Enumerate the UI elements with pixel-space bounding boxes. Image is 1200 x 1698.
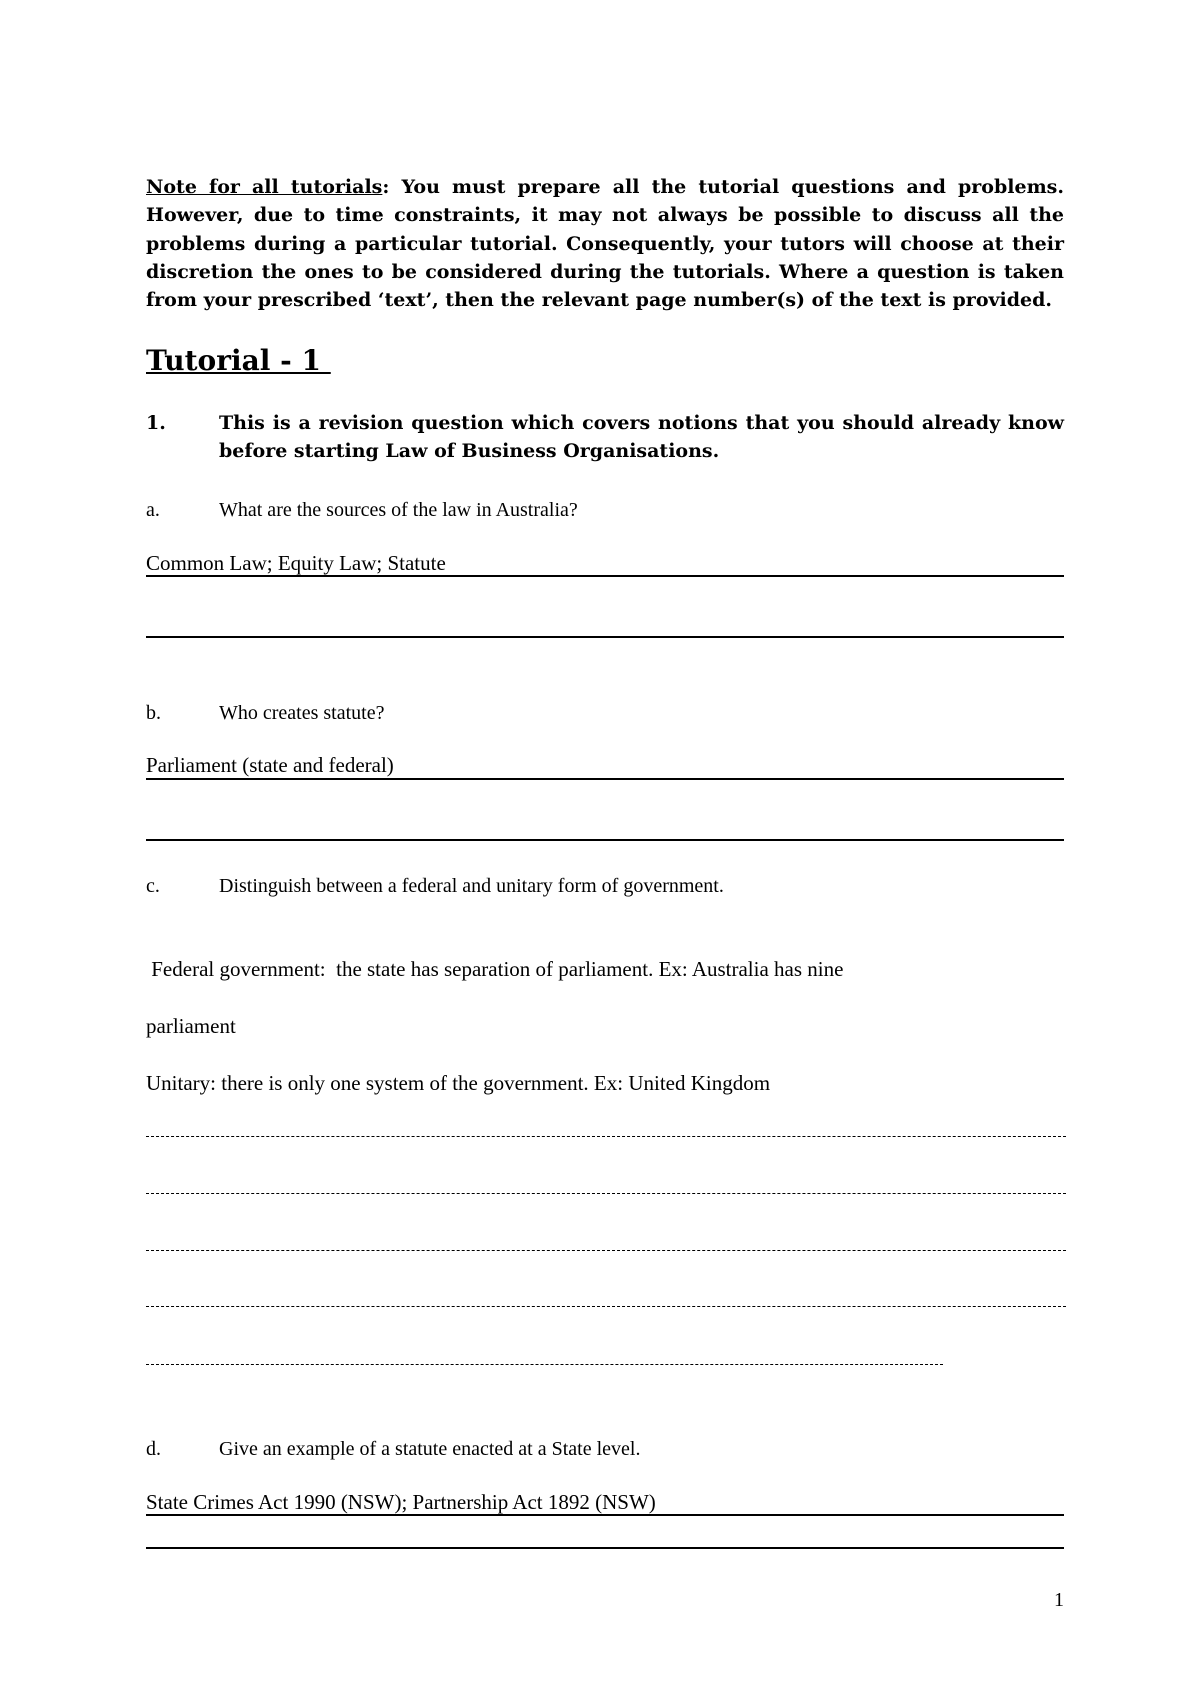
part-d-blank-line (146, 1547, 1064, 1549)
part-a-letter: a. (146, 499, 160, 521)
part-b-question: Who creates statute? (219, 702, 385, 724)
part-c-dashed-line (146, 1306, 1066, 1307)
part-c-answer-line-2: parliament (146, 1014, 236, 1038)
part-b-blank-line (146, 839, 1064, 841)
part-b-answer: Parliament (state and federal) (146, 753, 394, 777)
part-c-dashed-line (146, 1193, 1066, 1194)
part-c-answer-line-1: Federal government: the state has separation of parliament. Ex: Australia has nine (146, 957, 844, 981)
part-a-answer: Common Law; Equity Law; Statute (146, 551, 446, 575)
part-b-letter: b. (146, 702, 161, 724)
part-c-answer-line-3: Unitary: there is only one system of the government. Ex: United Kingdom (146, 1071, 771, 1095)
part-c-question: Distinguish between a federal and unitary form of government. (219, 875, 724, 897)
page-title: Tutorial - 1 (146, 344, 331, 377)
part-d-answer: State Crimes Act 1990 (NSW); Partnership Act 1892 (NSW) (146, 1490, 656, 1514)
question-1-text: This is a revision question which covers notions that you should already know before starting Law of Business Organisations. (219, 412, 1064, 462)
part-d-letter: d. (146, 1438, 161, 1460)
note-text: : You must prepare all the tutorial questions and problems. However, due to time constraints, it may not always be possible to discuss all the problems during a particular tutorial. Consequently, your tutors will choose at their discretion the ones to be considered during the tutorials. Where a question is taken from your prescribed ‘text’, then the relevant page number(s) of the text is provided. (146, 176, 1064, 312)
tutorial-note (146, 173, 1064, 314)
part-a-answer-line (146, 575, 1064, 577)
part-d-question: Give an example of a statute enacted at a State level. (219, 1438, 641, 1460)
part-c-dashed-line (146, 1136, 1066, 1137)
page-number: 1 (1054, 1589, 1064, 1611)
note-label: Note for all tutorials (146, 176, 383, 198)
part-c-letter: c. (146, 875, 160, 897)
part-d-answer-line (146, 1514, 1064, 1516)
part-c-dashed-line (146, 1250, 1066, 1251)
question-1-number: 1. (146, 412, 166, 434)
part-c-dashed-line (146, 1364, 943, 1365)
part-a-blank-line (146, 636, 1064, 638)
part-b-answer-line (146, 778, 1064, 780)
part-a-question: What are the sources of the law in Australia? (219, 499, 578, 521)
